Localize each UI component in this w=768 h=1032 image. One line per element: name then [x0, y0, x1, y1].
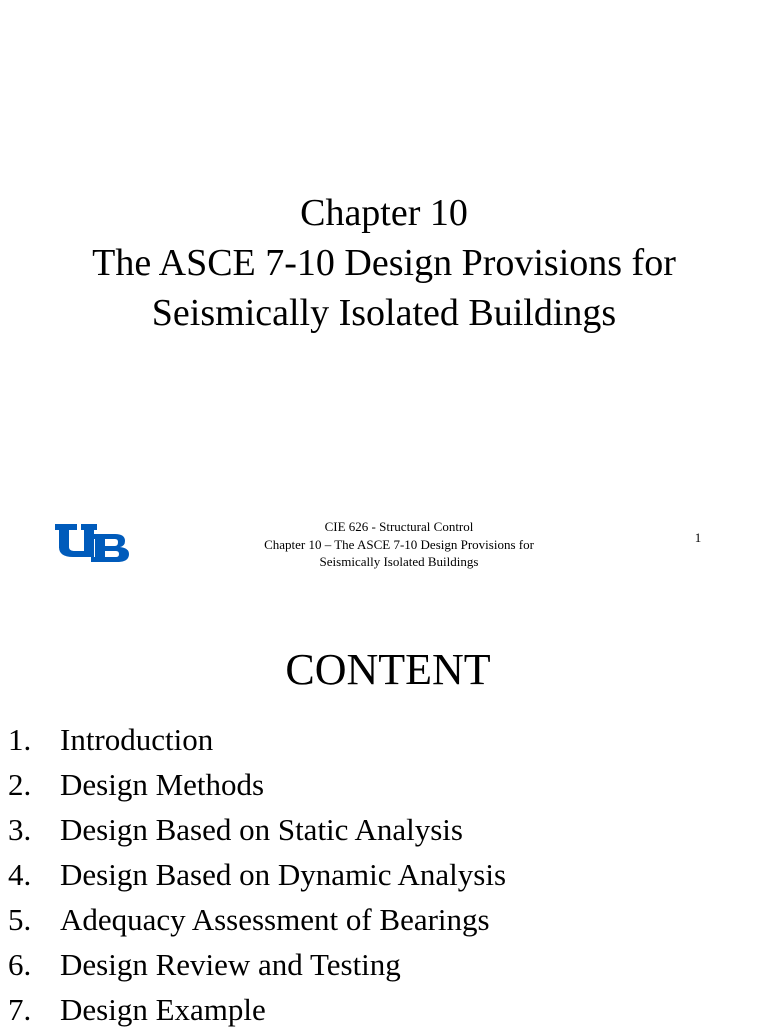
- slide-title: [0, 188, 768, 338]
- footer-chapter: Chapter 10 – The ASCE 7-10 Design Provisions for: [264, 536, 534, 552]
- toc-item-number: 5.: [8, 902, 32, 937]
- toc-item-number: 1.: [8, 722, 32, 757]
- footer-subtitle: Seismically Isolated Buildings: [319, 554, 479, 569]
- toc-item-text: Design Methods: [60, 767, 265, 802]
- toc-item-number: 7.: [8, 992, 32, 1027]
- title-line-main: The ASCE 7-10 Design Provisions for: [92, 242, 676, 284]
- toc-item-text: Design Based on Static Analysis: [60, 812, 463, 847]
- toc-item-number: 2.: [8, 767, 32, 802]
- slide-footer: [200, 518, 598, 571]
- page-number: 1: [694, 530, 702, 545]
- toc-item-text: Adequacy Assessment of Bearings: [60, 902, 490, 937]
- footer-course: CIE 626 - Structural Control: [324, 519, 474, 534]
- toc-item-text: Design Review and Testing: [60, 947, 401, 982]
- toc-item-text: Design Based on Dynamic Analysis: [60, 857, 507, 892]
- toc-item-number: 4.: [8, 857, 32, 892]
- toc-item-text: Introduction: [60, 722, 214, 757]
- title-line-chapter: Chapter 10: [300, 192, 468, 234]
- toc-item-number: 3.: [8, 812, 32, 847]
- content-slide: [0, 600, 768, 1027]
- title-line-sub: Seismically Isolated Buildings: [151, 292, 617, 334]
- toc-item-text: Design Example: [60, 992, 266, 1027]
- toc-item-number: 6.: [8, 947, 32, 982]
- content-heading: CONTENT: [285, 645, 491, 694]
- ub-logo-icon: [55, 520, 129, 562]
